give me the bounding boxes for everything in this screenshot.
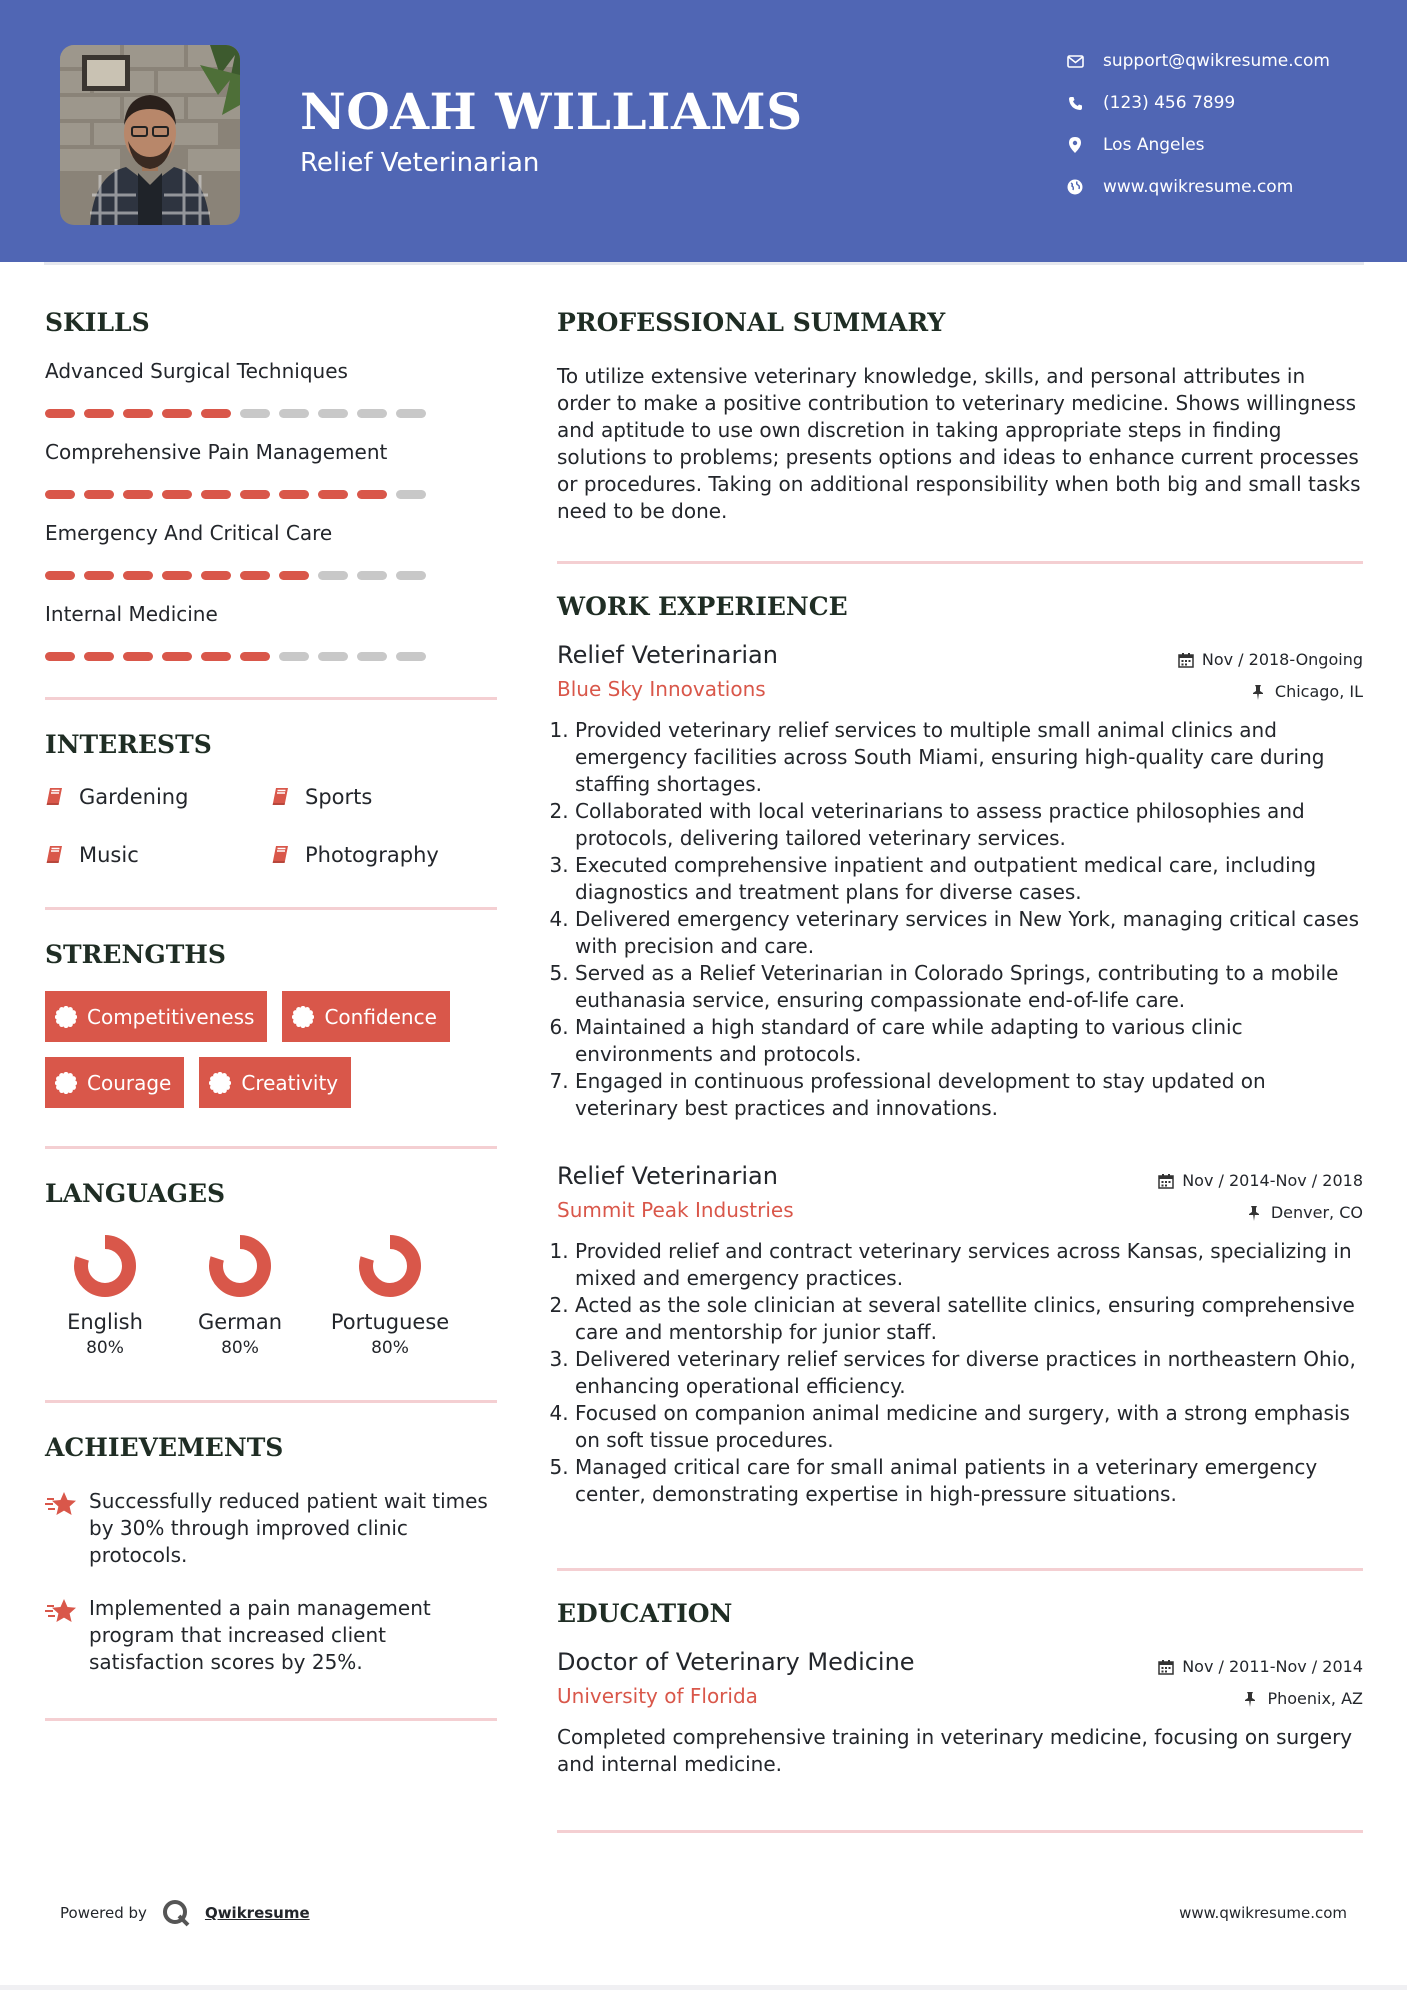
calendar-icon [1178,652,1194,668]
contact-website-text: www.qwikresume.com [1103,177,1294,197]
skill-level-meter [45,490,497,499]
job-head [557,641,1363,669]
language-percent: 80% [221,1338,259,1358]
footer-website[interactable]: www.qwikresume.com [1179,1904,1347,1922]
interest-item [45,785,271,809]
phone-icon [1065,93,1085,113]
skill-name: Advanced Surgical Techniques [45,359,348,383]
skill-level-dot [201,490,231,499]
skills-section [45,308,497,661]
language-percent: 80% [371,1338,409,1358]
job-duty-item: 7. Engaged in continuous professional development to stay updated on veterinary best practices and innovations. [575,1068,1363,1122]
skill-level-dot [396,652,426,661]
contact-list [1065,40,1330,208]
language-proficiency-arc [366,1242,414,1290]
job-duty-item: 2. Collaborated with local veterinarians to assess practice philosophies and protocols, delivering tailored veterinary services. [575,798,1363,852]
strength-tag [199,1057,351,1108]
skill-level-dot [318,571,348,580]
job-company: Summit Peak Industries [557,1198,794,1222]
skill-item [45,359,497,418]
skill-level-dot [240,652,270,661]
badge-icon [55,1006,77,1028]
job-entry [557,641,1363,1122]
badge-icon [209,1072,231,1094]
skill-level-meter [45,409,497,418]
left-column [45,290,497,1721]
achievement-item [45,1488,497,1569]
qwikresume-logo-icon [161,1898,191,1928]
skill-item [45,440,497,499]
achievements-section [45,1433,497,1676]
job-title: Relief Veterinarian [557,1162,778,1190]
job-duty-item: 5. Served as a Relief Veterinarian in Colorado Springs, contributing to a mobile euthanasia service, ensuring compassionate end-of-life care. [575,960,1363,1014]
skill-level-dot [84,652,114,661]
footer-powered-by [60,1898,310,1928]
star-icon [45,1490,79,1520]
skill-level-dot [123,409,153,418]
badge-icon [292,1006,314,1028]
contact-email-text: support@qwikresume.com [1103,51,1330,71]
education-subhead [557,1684,1363,1708]
achievement-text: Successfully reduced patient wait times by 30% through improved clinic protocols. [89,1489,488,1567]
language-name: German [197,1310,283,1334]
strength-label: Courage [87,1070,172,1095]
summary-text: To utilize extensive veterinary knowledge, skills, and personal attributes in order to make a positive contribution to veterinary medicine. Shows willingness and aptitude to use own discretion in taking appropriate steps in finding solutions to problems; presents options and ideas to enhance current processes or procedures. Taking on additional responsibility when both big and small tasks need to be done. [557,364,1361,523]
skill-level-dot [84,571,114,580]
skill-level-dot [318,409,348,418]
skill-level-dot [162,652,192,661]
skill-level-dot [240,490,270,499]
section-divider [45,1718,497,1721]
job-company: Blue Sky Innovations [557,677,766,701]
job-date [1178,650,1363,669]
language-item [45,1234,165,1358]
skill-level-dot [201,571,231,580]
contact-phone[interactable] [1065,82,1330,124]
job-duty-item: 1. Provided relief and contract veterinary services across Kansas, specializing in mixed and emergency practices. [575,1238,1363,1292]
work-heading: WORK EXPERIENCE [557,592,848,621]
header-divider [44,262,1364,265]
strength-label: Creativity [241,1070,339,1095]
job-subhead [557,1198,1363,1222]
education-degree: Doctor of Veterinary Medicine [557,1648,915,1676]
globe-icon [1065,177,1085,197]
skill-level-dot [279,409,309,418]
skill-level-meter [45,652,497,661]
powered-by-label: Powered by [60,1904,147,1922]
skill-level-dot [357,652,387,661]
page-bottom-bar [0,1985,1407,1990]
language-item [165,1234,315,1358]
interest-item [271,785,497,809]
language-proficiency-arc [81,1242,129,1290]
skill-level-dot [279,652,309,661]
language-percent: 80% [86,1338,124,1358]
strengths-section [45,940,497,1108]
section-divider [45,1146,497,1149]
skill-level-dot [123,490,153,499]
strength-tag [45,1057,184,1108]
job-date-text: Nov / 2018-Ongoing [1201,650,1363,669]
calendar-icon [1158,1659,1174,1675]
work-section [557,592,1363,1508]
contact-location [1065,124,1330,166]
job-date-text: Nov / 2014-Nov / 2018 [1182,1171,1363,1190]
job-duties-list [557,717,1363,1122]
education-location [1243,1689,1363,1708]
location-pin-icon [1065,135,1085,155]
job-entry [557,1162,1363,1508]
right-column [557,290,1363,1833]
strengths-heading: STRENGTHS [45,940,226,969]
language-proficiency-ring [73,1234,137,1298]
job-duty-item: 2. Acted as the sole clinician at several satellite clinics, ensuring comprehensive care and mentorship for junior staff. [575,1292,1363,1346]
skill-level-dot [45,571,75,580]
interest-label: Gardening [79,785,189,809]
strength-label: Confidence [324,1004,437,1029]
language-name: English [67,1310,143,1334]
skill-level-dot [357,409,387,418]
skill-level-dot [396,409,426,418]
interest-label: Photography [305,843,439,867]
interest-item [271,843,497,867]
skill-level-dot [396,571,426,580]
candidate-title: Relief Veterinarian [300,148,540,178]
section-divider [557,1830,1363,1833]
skill-level-dot [279,571,309,580]
skill-level-dot [279,490,309,499]
education-date [1158,1657,1363,1676]
calendar-icon [1158,1173,1174,1189]
skill-level-dot [123,652,153,661]
skill-level-dot [45,490,75,499]
interests-section [45,730,497,867]
education-description: Completed comprehensive training in veterinary medicine, focusing on surgery and internal medicine. [557,1725,1353,1776]
skill-level-dot [201,409,231,418]
section-divider [45,907,497,910]
job-duty-item: 5. Managed critical care for small animal patients in a veterinary emergency center, demonstrating expertise in high-pressure situations. [575,1454,1363,1508]
job-subhead [557,677,1363,701]
profile-photo [60,45,240,225]
job-duty-item: 3. Executed comprehensive inpatient and outpatient medical care, including diagnostics and treatment plans for diverse cases. [575,852,1363,906]
skill-level-dot [396,490,426,499]
contact-email[interactable] [1065,40,1330,82]
language-proficiency-arc [216,1242,264,1290]
interest-label: Sports [305,785,373,809]
job-duty-item: 4. Focused on companion animal medicine and surgery, with a strong emphasis on soft tissue procedures. [575,1400,1363,1454]
interest-item [45,843,271,867]
envelope-icon [1065,51,1085,71]
education-head [557,1648,1363,1676]
job-title: Relief Veterinarian [557,641,778,669]
languages-heading: LANGUAGES [45,1179,226,1208]
job-duty-item: 6. Maintained a high standard of care while adapting to various clinic environments and protocols. [575,1014,1363,1068]
interests-heading: INTERESTS [45,730,212,759]
languages-section [45,1179,497,1358]
job-duty-item: 4. Delivered emergency veterinary services in New York, managing critical cases with precision and care. [575,906,1363,960]
achievement-item [45,1595,497,1676]
strength-tag [45,991,267,1042]
language-item [315,1234,465,1358]
skill-level-dot [357,571,387,580]
skill-level-dot [162,571,192,580]
resume-header [0,0,1407,262]
section-divider [557,1568,1363,1571]
skill-name: Emergency And Critical Care [45,521,333,545]
skills-heading: SKILLS [45,308,150,337]
book-icon [45,786,67,808]
skill-level-meter [45,571,497,580]
summary-heading: PROFESSIONAL SUMMARY [557,308,946,337]
section-divider [557,561,1363,564]
book-icon [271,844,293,866]
strength-tag [282,991,449,1042]
skill-level-dot [162,409,192,418]
skill-name: Comprehensive Pain Management [45,440,388,464]
job-duty-item: 1. Provided veterinary relief services to multiple small animal clinics and emergency facilities across South Miami, ensuring high-quality care during staffing shortages. [575,717,1363,798]
book-icon [271,786,293,808]
skill-level-dot [45,409,75,418]
qwikresume-link[interactable]: Qwikresume [204,1904,310,1922]
badge-icon [55,1072,77,1094]
job-duties-list [557,1238,1363,1508]
skill-level-dot [318,490,348,499]
job-location-text: Chicago, IL [1274,682,1363,701]
skill-level-dot [45,652,75,661]
education-school: University of Florida [557,1684,758,1708]
education-section [557,1599,1363,1778]
education-location-text: Phoenix, AZ [1267,1689,1363,1708]
section-divider [45,697,497,700]
contact-phone-text: (123) 456 7899 [1103,93,1236,113]
contact-location-text: Los Angeles [1103,135,1205,155]
language-proficiency-ring [208,1234,272,1298]
pin-icon [1247,1205,1263,1221]
skill-name: Internal Medicine [45,602,218,626]
interest-label: Music [79,843,139,867]
skill-level-dot [240,571,270,580]
section-divider [45,1400,497,1403]
skill-item [45,602,497,661]
skill-level-dot [162,490,192,499]
job-duty-item: 3. Delivered veterinary relief services for diverse practices in northeastern Ohio, enhancing operational efficiency. [575,1346,1363,1400]
achievements-heading: ACHIEVEMENTS [45,1433,284,1462]
job-location [1251,682,1363,701]
skill-level-dot [240,409,270,418]
language-name: Portuguese [330,1310,450,1334]
summary-section [557,308,1363,525]
job-location-text: Denver, CO [1270,1203,1363,1222]
education-heading: EDUCATION [557,1599,733,1628]
job-date [1158,1171,1363,1190]
skill-item [45,521,497,580]
skill-level-dot [123,571,153,580]
skill-level-dot [357,490,387,499]
job-head [557,1162,1363,1190]
skill-level-dot [201,652,231,661]
book-icon [45,844,67,866]
candidate-name: NOAH WILLIAMS [300,82,803,141]
skill-level-dot [318,652,348,661]
skill-level-dot [84,490,114,499]
pin-icon [1251,684,1267,700]
education-date-text: Nov / 2011-Nov / 2014 [1182,1657,1363,1676]
star-icon [45,1597,79,1627]
contact-website[interactable] [1065,166,1330,208]
skill-level-dot [84,409,114,418]
language-proficiency-ring [358,1234,422,1298]
pin-icon [1243,1691,1259,1707]
achievement-text: Implemented a pain management program that increased client satisfaction scores by 25%. [89,1596,431,1674]
job-location [1247,1203,1363,1222]
strength-label: Competitiveness [87,1004,255,1029]
